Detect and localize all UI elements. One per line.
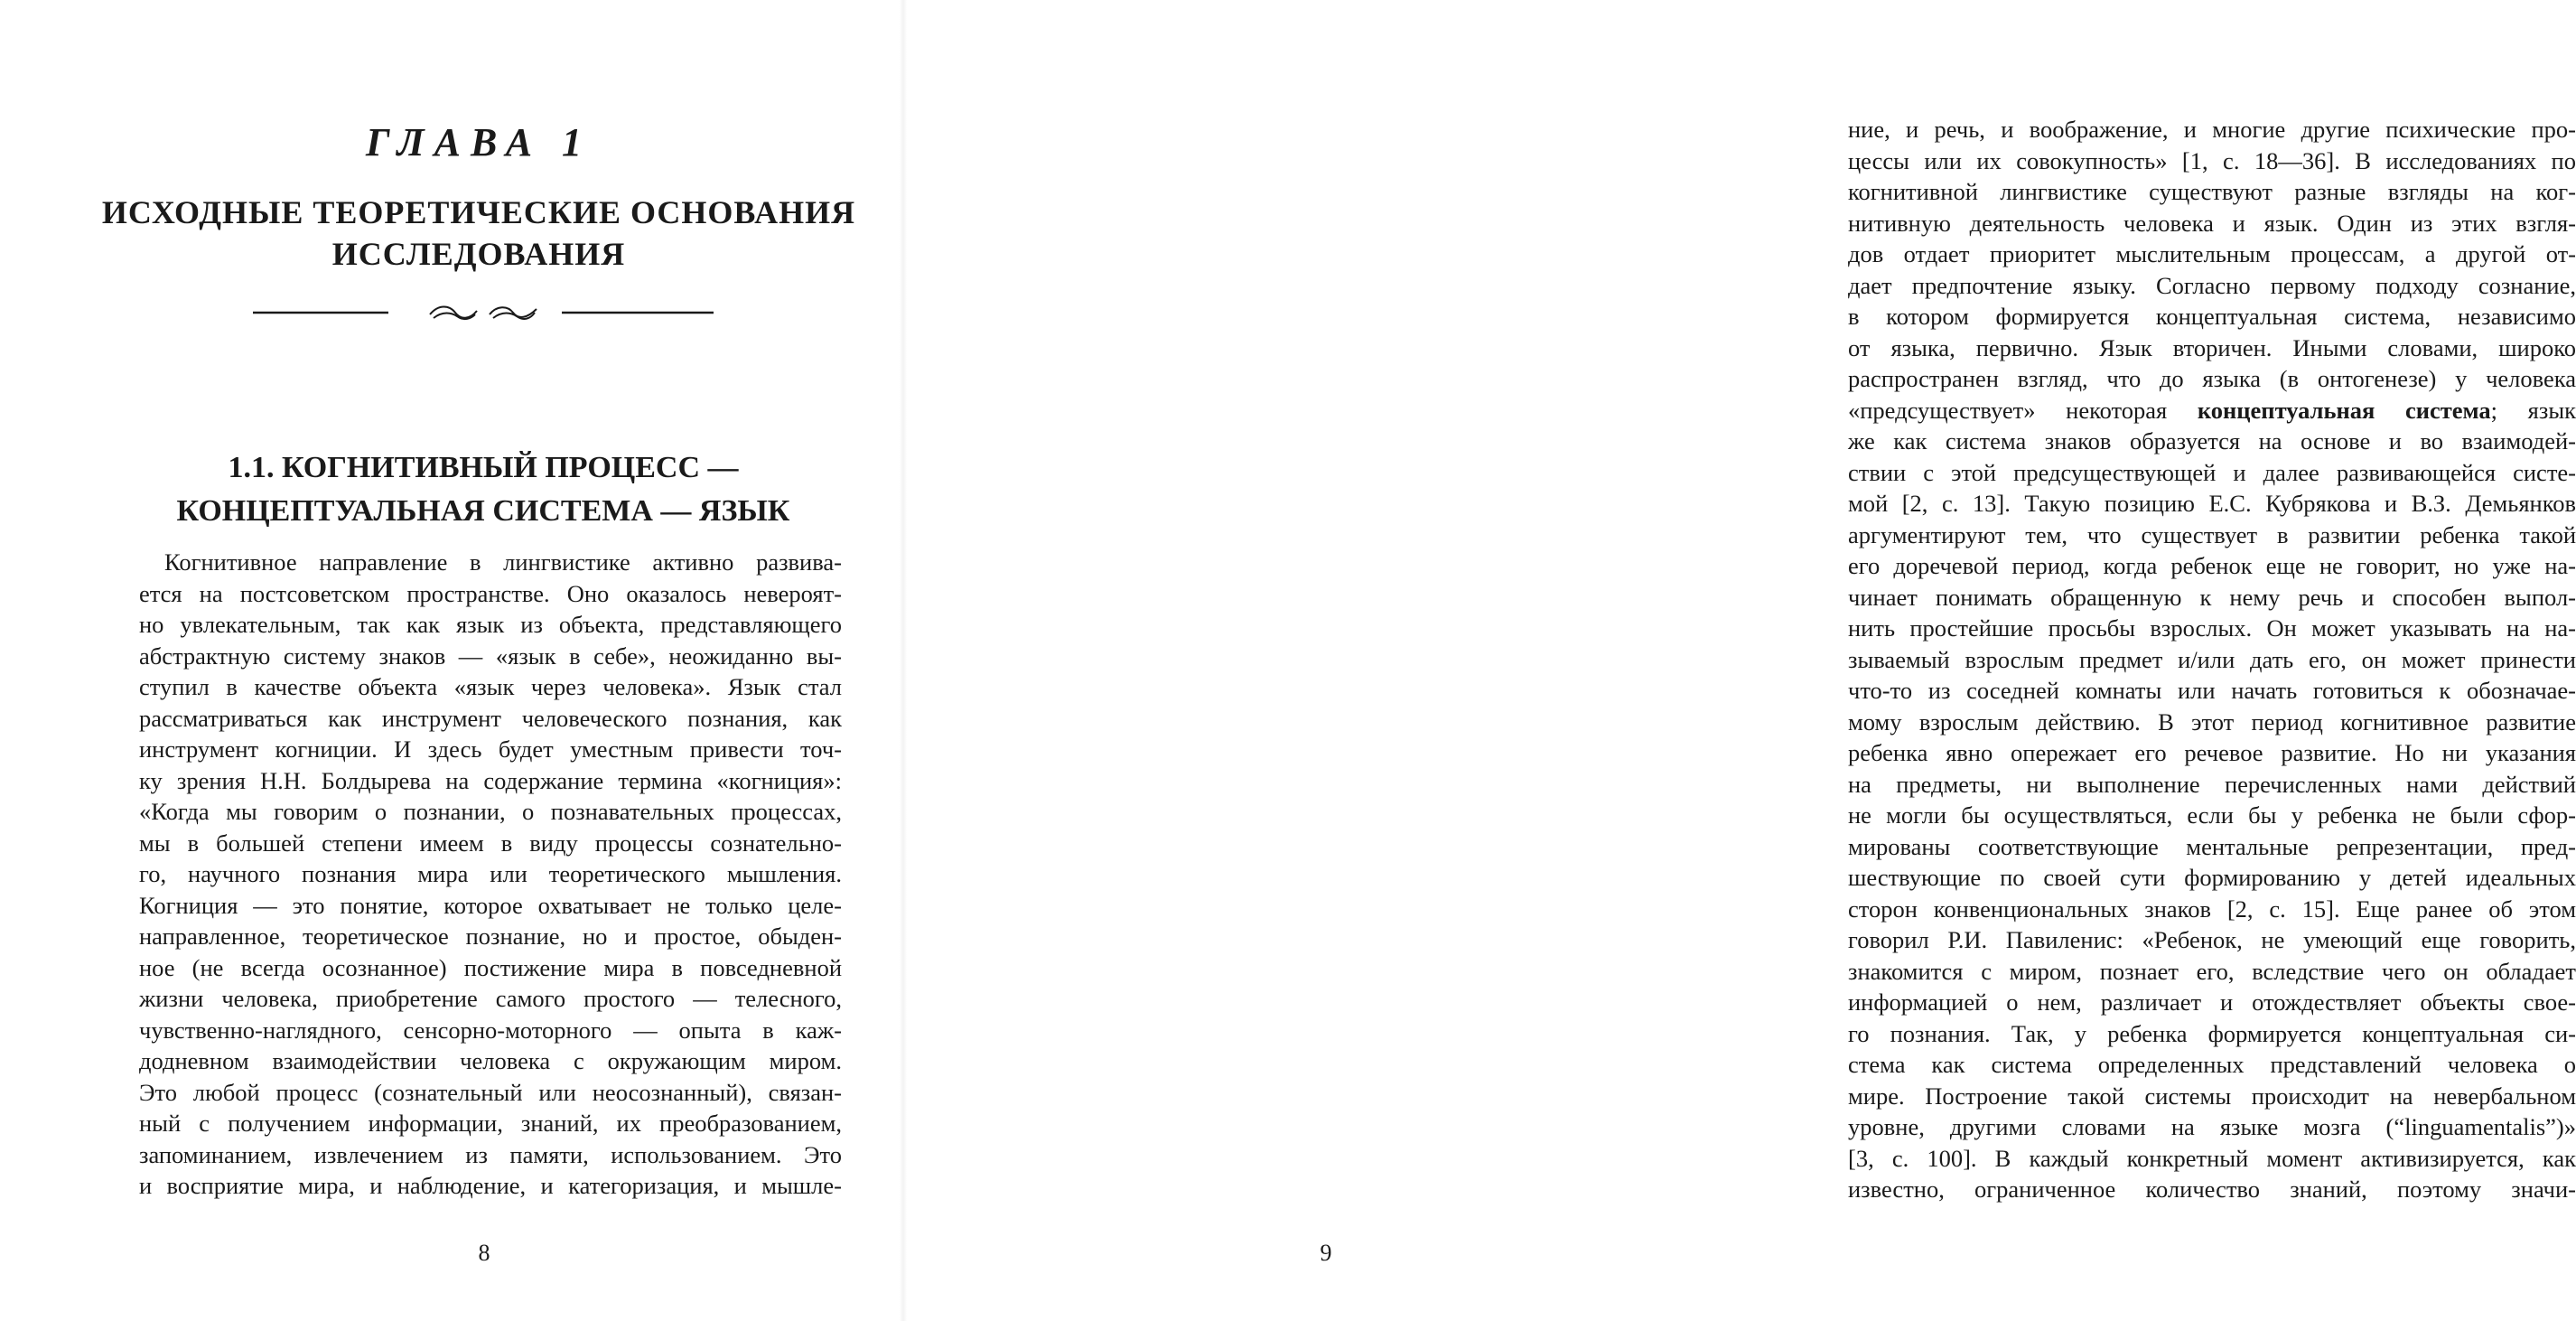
text-line: знакомится с миром, познает его, вследствие чего он обладает xyxy=(1848,957,2576,985)
text-line: ется на постсоветском пространстве. Оно оказалось невероят- xyxy=(139,579,842,607)
text-line: когнитивной лингвистике существуют разные взгляды на ког- xyxy=(1848,178,2576,205)
chapter-title-line: ИССЛЕДОВАНИЯ xyxy=(331,236,626,272)
text-line: сторон конвенциональных знаков [2, с. 15]. Еще ранее об этом xyxy=(1848,895,2576,923)
text-line: [3, с. 100]. В каждый конкретный момент активизируется, как xyxy=(1848,1144,2576,1172)
text-line: ное (не всегда осознанное) постижение мира в повседневной xyxy=(139,953,842,981)
text-line: мы в большей степени имеем в виду процессы сознательно- xyxy=(139,829,842,857)
ornament-divider xyxy=(249,295,719,331)
right-page xyxy=(903,0,2576,1321)
text-line: от языка, первично. Язык вторичен. Иными словами, широко xyxy=(1848,333,2576,361)
text-line: рассматриваться как инструмент человеческого познания, как xyxy=(139,704,842,732)
text-line: дает предпочтение языку. Согласно первому подходу сознание, xyxy=(1848,271,2576,299)
text-line: ствии с этой предсуществующей и далее развивающейся систе- xyxy=(1848,458,2576,486)
left-body-text xyxy=(139,547,842,1202)
text-line: абстрактную систему знаков — «язык в себе», неожиданно вы- xyxy=(139,642,842,670)
text-line: информацией о нем, различает и отождествляет объекты свое- xyxy=(1848,988,2576,1016)
text-line: инструмент когниции. И здесь будет уместным привести точ- xyxy=(139,735,842,763)
text-line: ребенка явно опережает его речевое развитие. Но ни указания xyxy=(1848,739,2576,766)
text-line: нитивную деятельность человека и язык. Один из этих взгля- xyxy=(1848,209,2576,237)
section-title xyxy=(126,446,840,533)
text-line: го, научного познания мира или теоретического мышления. xyxy=(139,860,842,887)
text-line: дов отдает приоритет мыслительным процессам, а другой от- xyxy=(1848,240,2576,267)
bold-term: концептуальная система xyxy=(2197,396,2491,424)
text-line: направленное, теоретическое познание, но и простое, обыден- xyxy=(139,923,842,950)
text-line-with-term xyxy=(1848,395,2576,426)
text-line: на предметы, ни выполнение перечисленных нами действий xyxy=(1848,770,2576,798)
text-line: цессы или их совокупность» [1, с. 18—36]. В исследованиях по xyxy=(1848,146,2576,174)
text-line: не могли бы осуществляться, если бы у ребенка не были сфор- xyxy=(1848,801,2576,829)
text-line: жизни человека, приобретение самого простого — телесного, xyxy=(139,985,842,1012)
section-title-line: 1.1. КОГНИТИВНЫЙ ПРОЦЕСС — xyxy=(228,451,739,484)
chapter-label: ГЛАВА 1 xyxy=(365,120,593,164)
right-body-text xyxy=(1848,114,2576,1205)
text-fragment: ; язык xyxy=(2490,396,2576,424)
chapter-title-line: ИСХОДНЫЕ ТЕОРЕТИЧЕСКИЕ ОСНОВАНИЯ xyxy=(101,194,856,230)
text-line: Когнитивное направление в лингвистике активно развива- xyxy=(164,548,842,576)
text-line: стема как система определенных представлений человека о xyxy=(1848,1051,2576,1078)
text-line: запоминанием, извлечением из памяти, использованием. Это xyxy=(139,1140,842,1168)
left-page xyxy=(0,0,903,1321)
text-line: ступил в качестве объекта «язык через человека». Язык стал xyxy=(139,673,842,700)
section-title-line: КОНЦЕПТУАЛЬНАЯ СИСТЕМА — ЯЗЫК xyxy=(176,494,790,528)
text-line: го познания. Так, у ребенка формируется концептуальная си- xyxy=(1848,1019,2576,1047)
text-line: уровне, другими словами на языке мозга (“linguamentalis”)» xyxy=(1848,1113,2576,1140)
text-line: говорил Р.И. Павиленис: «Ребенок, не умеющий еще говорить, xyxy=(1848,926,2576,953)
text-line: Это любой процесс (сознательный или неосознанный), связан- xyxy=(139,1078,842,1106)
text-line: мому взрослым действию. В этот период когнитивное развитие xyxy=(1848,707,2576,735)
text-line: аргументируют тем, что существует в развитии ребенка такой xyxy=(1848,520,2576,548)
text-line: и восприятие мира, и наблюдение, и категоризация, и мышле- xyxy=(139,1172,842,1199)
text-line: «Когда мы говорим о познании, о познавательных процессах, xyxy=(139,798,842,825)
text-line: но увлекательным, так как язык из объекта, представляющего xyxy=(139,611,842,638)
text-line: мированы соответствующие ментальные репрезентации, пред- xyxy=(1848,832,2576,860)
page-number: 8 xyxy=(478,1240,490,1266)
flourish-icon xyxy=(430,307,537,320)
text-line: зываемый взрослым предмет и/или дать его, он может принести xyxy=(1848,645,2576,673)
text-fragment: «предсуществует» некоторая xyxy=(1848,396,2198,424)
text-line: чувственно-наглядного, сенсорно-моторного — опыта в каж- xyxy=(139,1016,842,1044)
text-line: же как система знаков образуется на основе и во взаимодей- xyxy=(1848,427,2576,454)
text-line: известно, ограниченное количество знаний, поэтому значи- xyxy=(1848,1176,2576,1203)
text-line: чинает понимать обращенную к нему речь и способен выпол- xyxy=(1848,583,2576,611)
text-line: распространен взгляд, что до языка (в онтогенезе) у человека xyxy=(1848,365,2576,392)
text-line: в котором формируется концептуальная система, независимо xyxy=(1848,303,2576,330)
text-line: ный с получением информации, знаний, их преобразованием, xyxy=(139,1110,842,1137)
text-line: мой [2, с. 13]. Такую позицию Е.С. Кубрякова и В.З. Демьянков xyxy=(1848,490,2576,517)
text-line: Когниция — это понятие, которое охватывает не только целе- xyxy=(139,891,842,919)
page-number: 9 xyxy=(1320,1240,1332,1266)
text-line: мире. Построение такой системы происходит на невербальном xyxy=(1848,1082,2576,1110)
chapter-title xyxy=(54,192,903,275)
text-line: додневном взаимодействии человека с окружающим миром. xyxy=(139,1047,842,1074)
text-line: что-то из соседней комнаты или начать готовиться к обозначае- xyxy=(1848,677,2576,704)
text-line: нить простейшие просьбы взрослых. Он может указывать на на- xyxy=(1848,614,2576,642)
text-line: ние, и речь, и воображение, и многие другие психические про- xyxy=(1848,116,2576,143)
text-line: ку зрения Н.Н. Болдырева на содержание термина «когниция»: xyxy=(139,766,842,794)
text-line: его доречевой период, когда ребенок еще не говорит, но уже на- xyxy=(1848,552,2576,579)
text-line: шествующие по своей сути формированию у детей идеальных xyxy=(1848,864,2576,891)
